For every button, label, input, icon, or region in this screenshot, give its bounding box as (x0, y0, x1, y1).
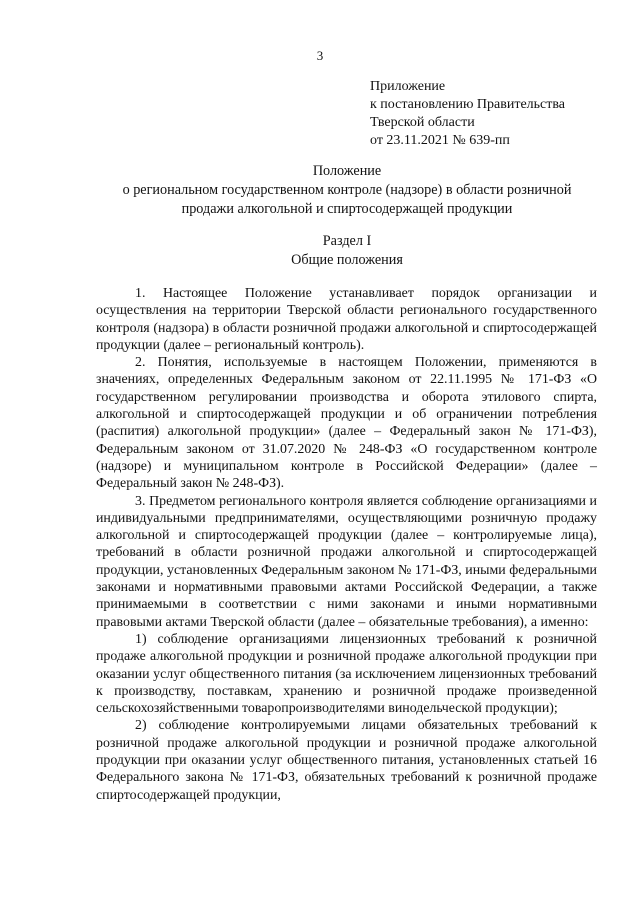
title-line: о региональном государственном контроле (надзоре) в области розничной (122, 182, 572, 198)
paragraph: 2) соблюдение контролируемыми лицами обязательных требований к розничной продаже алкогольной продукции и розничной продаже алкогольной продукции при оказании услуг общественного питания, установленных статьей 16 Федерального закона № 171-ФЗ, обязательных требований к розничной продаже спиртосодержащей продукции, (96, 718, 597, 803)
document-title (80, 162, 614, 219)
appendix-line: к постановлению Правительства (370, 97, 566, 112)
paragraph: 1) соблюдение организациями лицензионных требований к розничной продаже алкогольной продукции и розничной продаже алкогольной продукции при оказании услуг общественного питания (за исключением лицензионных требований к производству, поставкам, хранению и розничной продаже произведенной сельскохозяйственными товаропроизводителями винодельческой продукции); (96, 631, 597, 717)
title-line: продажи алкогольной и спиртосодержащей продукции (181, 201, 513, 217)
section-number: Раздел I (322, 233, 372, 249)
appendix-line: Приложение (370, 79, 446, 94)
title-line: Положение (312, 163, 382, 179)
paragraph: 2. Понятия, используемые в настоящем Положении, применяются в значениях, определенных Федеральным законом от 22.11.1995 № 171-ФЗ «О государственном регулировании производства и оборота этилового спирта, алкогольной и спиртосодержащей продукции и об ограничении потребления (распития) алкогольной продукции» (далее – Федеральный закон № 171-ФЗ), Федеральным законом от 31.07.2020 № 248-ФЗ «О государственном контроле (надзоре) и муниципальном контроле в Российской Федерации» (далее – Федеральный закон № 248-ФЗ). (96, 355, 597, 492)
paragraph: 3. Предметом регионального контроля является соблюдение организациями и индивидуальными предпринимателями, осуществляющими розничную продажу алкогольной и спиртосодержащей продукции (далее – контролируемые лица), требований в области розничной продажи алкогольной и спиртосодержащей продукции, установленных Федеральным законом № 171-ФЗ, иными федеральными законами и нормативными правовыми актами Российской Федерации, а также принимаемыми в соответствии с ними законами и иными нормативными правовыми актами Тверской области (далее – обязательные требования), а именно: (96, 493, 597, 630)
section-name: Общие положения (291, 252, 403, 268)
section-heading (80, 232, 614, 270)
page-number: 3 (316, 48, 324, 63)
document-body (96, 285, 597, 804)
appendix-date-line: от 23.11.2021 № 639-пп (370, 133, 510, 148)
appendix-block (370, 78, 565, 150)
paragraph: 1. Настоящее Положение устанавливает порядок организации и осуществления на территории Тверской области регионального государственного контроля (надзора) в области розничной продажи алкогольной и спиртосодержащей продукции (далее – региональный контроль). (96, 286, 597, 353)
appendix-line: Тверской области (370, 115, 475, 130)
